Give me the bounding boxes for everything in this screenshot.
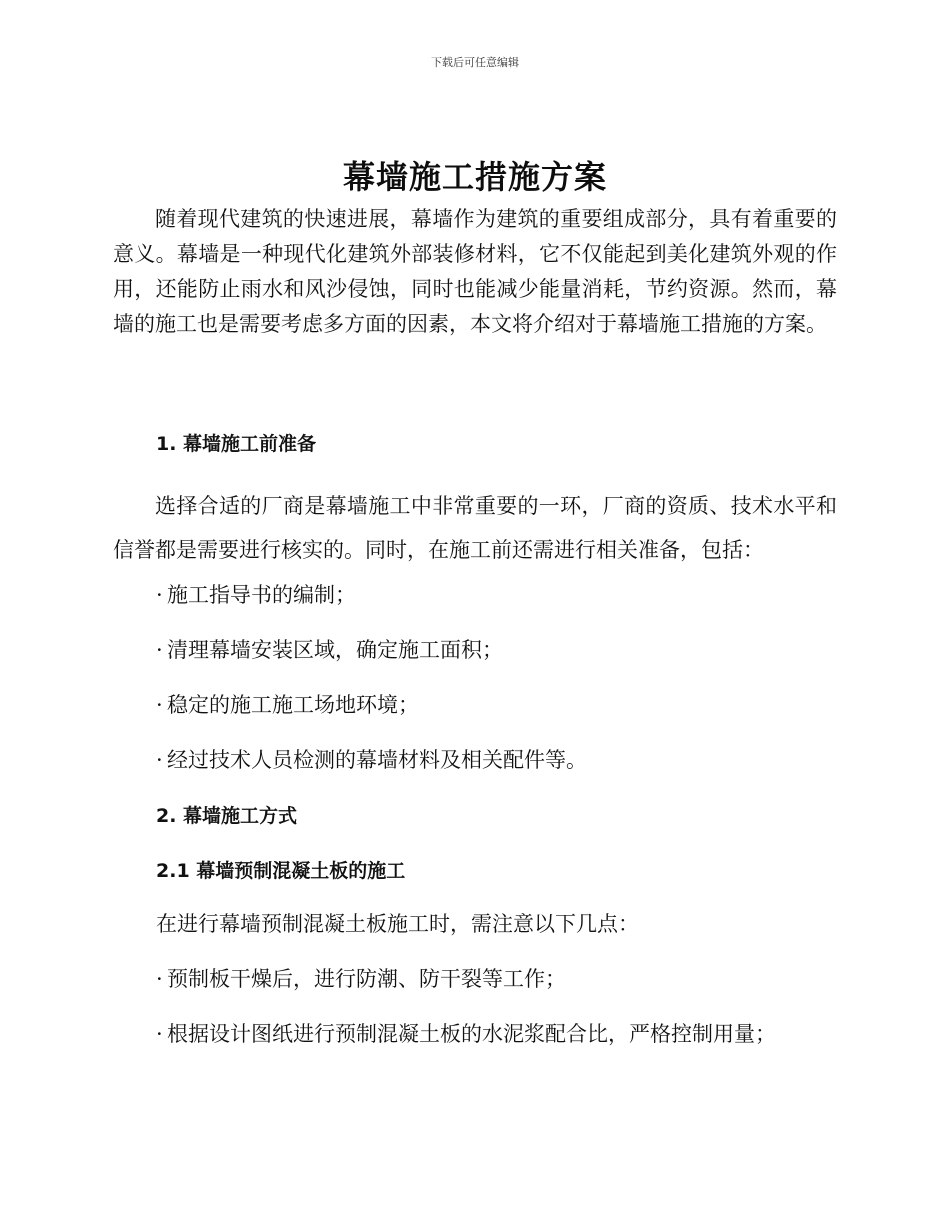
bullet-mark: · bbox=[156, 638, 163, 662]
page-header-note: 下载后可任意编辑 bbox=[431, 56, 519, 69]
section-1-paragraph: 选择合适的厂商是幕墙施工中非常重要的一环，厂商的资质、技术水平和信誉都是需要进行核实的。同时，在施工前还需进行相关准备，包括： bbox=[113, 494, 837, 562]
list-item bbox=[156, 580, 356, 610]
list-item-text: 根据设计图纸进行预制混凝土板的水泥浆配合比，严格控制用量； bbox=[167, 1022, 776, 1046]
list-item bbox=[156, 690, 419, 720]
list-item-text: 预制板干燥后，进行防潮、防干裂等工作； bbox=[167, 967, 566, 991]
list-item bbox=[156, 635, 503, 665]
bullet-mark: · bbox=[156, 583, 163, 607]
list-item bbox=[156, 745, 587, 775]
bullet-mark: · bbox=[156, 693, 163, 717]
bullet-mark: · bbox=[156, 748, 163, 772]
section-2-heading: 2. 幕墙施工方式 bbox=[156, 805, 298, 827]
list-item bbox=[156, 964, 566, 994]
bullet-mark: · bbox=[156, 967, 163, 991]
list-item-text: 稳定的施工施工场地环境； bbox=[167, 693, 419, 717]
list-item bbox=[156, 1019, 776, 1049]
list-item-text: 施工指导书的编制； bbox=[167, 583, 356, 607]
bullet-mark: · bbox=[156, 1022, 163, 1046]
section-1-heading: 1. 幕墙施工前准备 bbox=[156, 433, 317, 455]
subsection-2-1-heading: 2.1 幕墙预制混凝土板的施工 bbox=[156, 860, 406, 882]
subsection-2-1-intro: 在进行幕墙预制混凝土板施工时，需注意以下几点： bbox=[156, 912, 639, 936]
document-title: 幕墙施工措施方案 bbox=[342, 158, 607, 196]
intro-paragraph: 随着现代建筑的快速进展，幕墙作为建筑的重要组成部分，具有着重要的意义。幕墙是一种现代化建筑外部装修材料，它不仅能起到美化建筑外观的作用，还能防止雨水和风沙侵蚀，同时也能减少能量消耗，节约资源。然而，幕墙的施工也是需要考虑多方面的因素，本文将介绍对于幕墙施工措施的方案。 bbox=[113, 207, 837, 336]
list-item-text: 经过技术人员检测的幕墙材料及相关配件等。 bbox=[167, 748, 587, 772]
list-item-text: 清理幕墙安装区域，确定施工面积； bbox=[167, 638, 503, 662]
